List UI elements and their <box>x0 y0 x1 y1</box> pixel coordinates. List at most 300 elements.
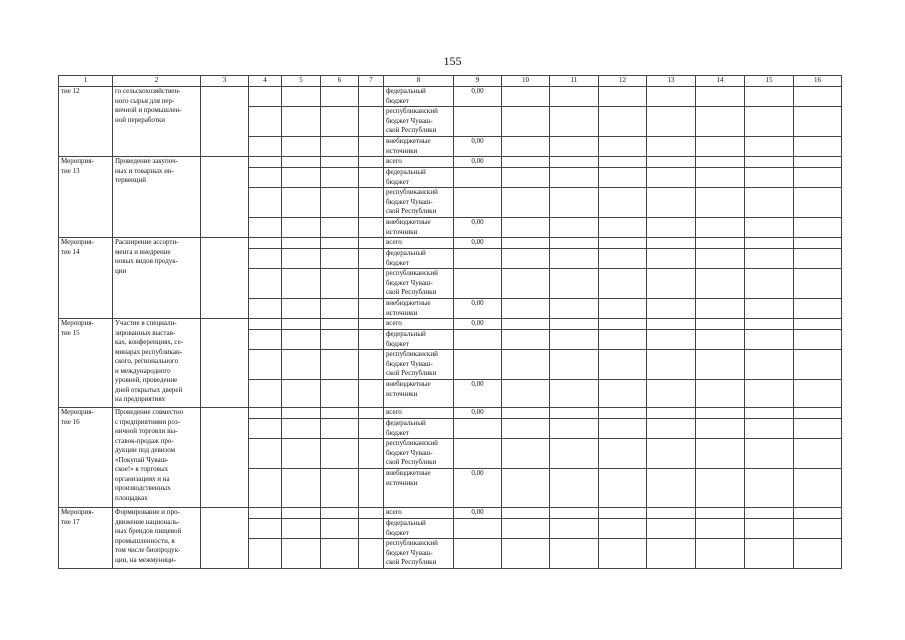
empty-cell <box>502 408 550 419</box>
measure-code-cell: тие 12 <box>59 87 113 157</box>
measure-description-cell: Проведение закупоч- ных и товарных ин- тервенций <box>113 157 201 238</box>
column-header: 14 <box>696 76 745 87</box>
amount-cell: 0,00 <box>454 319 502 330</box>
empty-cell <box>550 157 599 168</box>
empty-cell <box>599 539 647 569</box>
empty-cell <box>359 137 384 157</box>
empty-cell <box>359 269 384 299</box>
empty-cell <box>696 157 745 168</box>
empty-cell <box>321 157 359 168</box>
empty-cell <box>282 469 321 508</box>
column-header: 10 <box>502 76 550 87</box>
empty-cell <box>282 330 321 350</box>
measure-code-cell: Мероприя- тие 16 <box>59 408 113 508</box>
column-header: 16 <box>794 76 842 87</box>
empty-cell <box>359 319 384 330</box>
empty-cell <box>359 299 384 319</box>
empty-cell <box>282 188 321 218</box>
empty-cell <box>321 519 359 539</box>
column-header: 3 <box>201 76 249 87</box>
empty-cell <box>745 107 794 137</box>
measure-code-cell: Мероприя- тие 17 <box>59 508 113 569</box>
empty-cell <box>321 269 359 299</box>
empty-cell <box>599 249 647 269</box>
empty-cell <box>249 439 282 469</box>
table-row <box>59 238 842 249</box>
budget-table <box>58 75 842 569</box>
empty-cell <box>359 249 384 269</box>
empty-cell <box>282 350 321 380</box>
empty-cell <box>359 218 384 238</box>
empty-cell <box>359 168 384 188</box>
empty-cell <box>282 269 321 299</box>
empty-cell <box>550 539 599 569</box>
empty-cell <box>282 218 321 238</box>
empty-cell <box>794 439 842 469</box>
empty-cell <box>249 408 282 419</box>
empty-cell <box>321 330 359 350</box>
funding-source-cell: республиканский бюджет Чуваш- ской Республики <box>384 188 454 218</box>
column-3-cell <box>201 408 249 508</box>
empty-cell <box>249 508 282 519</box>
empty-cell <box>794 269 842 299</box>
empty-cell <box>502 508 550 519</box>
empty-cell <box>502 157 550 168</box>
empty-cell <box>550 350 599 380</box>
measure-code-cell: Мероприя- тие 13 <box>59 157 113 238</box>
column-header: 9 <box>454 76 502 87</box>
empty-cell <box>794 319 842 330</box>
empty-cell <box>249 87 282 107</box>
empty-cell <box>745 519 794 539</box>
empty-cell <box>745 508 794 519</box>
empty-cell <box>794 238 842 249</box>
funding-source-cell: республиканский бюджет Чуваш- ской Республики <box>384 439 454 469</box>
empty-cell <box>647 439 696 469</box>
funding-source-cell: внебюджетные источники <box>384 218 454 238</box>
amount-cell <box>454 168 502 188</box>
empty-cell <box>599 519 647 539</box>
empty-cell <box>249 137 282 157</box>
empty-cell <box>647 330 696 350</box>
measure-code-cell: Мероприя- тие 15 <box>59 319 113 408</box>
empty-cell <box>282 238 321 249</box>
empty-cell <box>321 238 359 249</box>
funding-source-cell: внебюджетные источники <box>384 380 454 408</box>
empty-cell <box>550 107 599 137</box>
empty-cell <box>647 157 696 168</box>
empty-cell <box>321 168 359 188</box>
funding-source-cell: федеральный бюджет <box>384 519 454 539</box>
empty-cell <box>502 249 550 269</box>
column-header: 7 <box>359 76 384 87</box>
empty-cell <box>249 238 282 249</box>
empty-cell <box>647 137 696 157</box>
empty-cell <box>502 319 550 330</box>
empty-cell <box>321 137 359 157</box>
empty-cell <box>647 408 696 419</box>
empty-cell <box>249 249 282 269</box>
empty-cell <box>550 188 599 218</box>
empty-cell <box>794 380 842 408</box>
empty-cell <box>647 539 696 569</box>
empty-cell <box>282 419 321 439</box>
empty-cell <box>550 299 599 319</box>
empty-cell <box>502 168 550 188</box>
empty-cell <box>502 87 550 107</box>
amount-cell: 0,00 <box>454 508 502 519</box>
empty-cell <box>550 380 599 408</box>
empty-cell <box>550 508 599 519</box>
empty-cell <box>745 299 794 319</box>
amount-cell: 0,00 <box>454 408 502 419</box>
funding-source-cell: всего <box>384 508 454 519</box>
empty-cell <box>745 469 794 508</box>
amount-cell <box>454 188 502 218</box>
empty-cell <box>599 469 647 508</box>
empty-cell <box>249 157 282 168</box>
empty-cell <box>249 218 282 238</box>
empty-cell <box>550 319 599 330</box>
table-body <box>59 87 842 569</box>
empty-cell <box>794 508 842 519</box>
empty-cell <box>794 299 842 319</box>
empty-cell <box>647 299 696 319</box>
empty-cell <box>359 508 384 519</box>
column-3-cell <box>201 319 249 408</box>
empty-cell <box>249 330 282 350</box>
empty-cell <box>647 238 696 249</box>
amount-cell: 0,00 <box>454 157 502 168</box>
empty-cell <box>599 319 647 330</box>
empty-cell <box>249 419 282 439</box>
empty-cell <box>321 408 359 419</box>
empty-cell <box>359 439 384 469</box>
amount-cell <box>454 419 502 439</box>
amount-cell: 0,00 <box>454 469 502 508</box>
column-header: 4 <box>249 76 282 87</box>
empty-cell <box>599 218 647 238</box>
funding-source-cell: республиканский бюджет Чуваш- ской Республики <box>384 269 454 299</box>
empty-cell <box>745 87 794 107</box>
empty-cell <box>359 188 384 218</box>
empty-cell <box>321 380 359 408</box>
amount-cell: 0,00 <box>454 238 502 249</box>
empty-cell <box>745 539 794 569</box>
column-header: 11 <box>550 76 599 87</box>
funding-source-cell: республиканский бюджет Чуваш- ской Республики <box>384 350 454 380</box>
funding-source-cell: федеральный бюджет <box>384 249 454 269</box>
empty-cell <box>282 249 321 269</box>
empty-cell <box>794 188 842 218</box>
empty-cell <box>696 218 745 238</box>
empty-cell <box>647 218 696 238</box>
funding-source-cell: всего <box>384 408 454 419</box>
empty-cell <box>502 539 550 569</box>
amount-cell <box>454 539 502 569</box>
table-row <box>59 508 842 519</box>
empty-cell <box>321 419 359 439</box>
empty-cell <box>599 107 647 137</box>
empty-cell <box>321 218 359 238</box>
empty-cell <box>599 408 647 419</box>
empty-cell <box>599 439 647 469</box>
empty-cell <box>696 238 745 249</box>
empty-cell <box>647 168 696 188</box>
column-3-cell <box>201 238 249 319</box>
empty-cell <box>647 269 696 299</box>
empty-cell <box>359 330 384 350</box>
empty-cell <box>502 380 550 408</box>
empty-cell <box>321 508 359 519</box>
empty-cell <box>745 168 794 188</box>
empty-cell <box>359 539 384 569</box>
funding-source-cell: федеральный бюджет <box>384 87 454 107</box>
amount-cell: 0,00 <box>454 137 502 157</box>
empty-cell <box>249 168 282 188</box>
empty-cell <box>794 350 842 380</box>
amount-cell: 0,00 <box>454 87 502 107</box>
empty-cell <box>696 408 745 419</box>
empty-cell <box>647 249 696 269</box>
empty-cell <box>502 350 550 380</box>
empty-cell <box>502 269 550 299</box>
empty-cell <box>249 269 282 299</box>
empty-cell <box>502 218 550 238</box>
empty-cell <box>599 299 647 319</box>
empty-cell <box>599 87 647 107</box>
column-3-cell <box>201 508 249 569</box>
empty-cell <box>696 508 745 519</box>
empty-cell <box>696 319 745 330</box>
empty-cell <box>249 107 282 137</box>
empty-cell <box>359 419 384 439</box>
column-3-cell <box>201 87 249 157</box>
empty-cell <box>599 508 647 519</box>
empty-cell <box>321 107 359 137</box>
empty-cell <box>359 350 384 380</box>
empty-cell <box>321 350 359 380</box>
empty-cell <box>794 539 842 569</box>
empty-cell <box>249 350 282 380</box>
amount-cell: 0,00 <box>454 218 502 238</box>
empty-cell <box>696 439 745 469</box>
table-row <box>59 319 842 330</box>
funding-source-cell: внебюджетные источники <box>384 469 454 508</box>
empty-cell <box>745 188 794 218</box>
empty-cell <box>502 238 550 249</box>
column-header: 6 <box>321 76 359 87</box>
empty-cell <box>696 330 745 350</box>
empty-cell <box>745 380 794 408</box>
empty-cell <box>599 419 647 439</box>
empty-cell <box>282 168 321 188</box>
empty-cell <box>599 168 647 188</box>
empty-cell <box>550 137 599 157</box>
empty-cell <box>321 539 359 569</box>
empty-cell <box>550 218 599 238</box>
empty-cell <box>282 157 321 168</box>
empty-cell <box>599 137 647 157</box>
empty-cell <box>696 249 745 269</box>
empty-cell <box>502 439 550 469</box>
measure-code-cell: Мероприя- тие 14 <box>59 238 113 319</box>
funding-source-cell: всего <box>384 238 454 249</box>
empty-cell <box>502 188 550 218</box>
empty-cell <box>550 168 599 188</box>
empty-cell <box>282 539 321 569</box>
empty-cell <box>282 87 321 107</box>
empty-cell <box>647 508 696 519</box>
empty-cell <box>359 157 384 168</box>
empty-cell <box>647 319 696 330</box>
empty-cell <box>745 419 794 439</box>
empty-cell <box>794 107 842 137</box>
empty-cell <box>745 269 794 299</box>
empty-cell <box>647 188 696 218</box>
empty-cell <box>599 188 647 218</box>
empty-cell <box>359 408 384 419</box>
amount-cell <box>454 519 502 539</box>
empty-cell <box>647 419 696 439</box>
empty-cell <box>794 157 842 168</box>
empty-cell <box>647 350 696 380</box>
empty-cell <box>502 107 550 137</box>
empty-cell <box>599 350 647 380</box>
amount-cell <box>454 439 502 469</box>
table-row <box>59 408 842 419</box>
empty-cell <box>745 218 794 238</box>
empty-cell <box>502 469 550 508</box>
measure-description-cell: Проведение совместно с предприятиями роз- ничной торговли вы- ставок-продаж про- дукции под девизом «Покупай Чуваш- ское!» в торговых организациях и на производственных площадках <box>113 408 201 508</box>
empty-cell <box>282 299 321 319</box>
empty-cell <box>282 319 321 330</box>
empty-cell <box>550 87 599 107</box>
funding-source-cell: федеральный бюджет <box>384 330 454 350</box>
amount-cell: 0,00 <box>454 299 502 319</box>
empty-cell <box>696 380 745 408</box>
empty-cell <box>599 238 647 249</box>
empty-cell <box>249 380 282 408</box>
measure-description-cell: Участие в специали- зированных выстав- ках, конференциях, се- минарах республикан- ского, регионального и международного уровней, проведение дней открытых дверей на предприятиях <box>113 319 201 408</box>
column-header: 2 <box>113 76 201 87</box>
empty-cell <box>647 87 696 107</box>
funding-source-cell: республиканский бюджет Чуваш- ской Республики <box>384 539 454 569</box>
empty-cell <box>359 87 384 107</box>
empty-cell <box>550 238 599 249</box>
funding-source-cell: республиканский бюджет Чуваш- ской Республики <box>384 107 454 137</box>
empty-cell <box>647 519 696 539</box>
page-number: 155 <box>443 54 462 68</box>
empty-cell <box>745 157 794 168</box>
empty-cell <box>696 419 745 439</box>
empty-cell <box>647 380 696 408</box>
empty-cell <box>696 137 745 157</box>
empty-cell <box>282 519 321 539</box>
empty-cell <box>696 188 745 218</box>
empty-cell <box>745 330 794 350</box>
funding-source-cell: внебюджетные источники <box>384 137 454 157</box>
amount-cell: 0,00 <box>454 380 502 408</box>
empty-cell <box>647 469 696 508</box>
empty-cell <box>745 319 794 330</box>
empty-cell <box>599 269 647 299</box>
empty-cell <box>321 87 359 107</box>
empty-cell <box>282 380 321 408</box>
empty-cell <box>794 168 842 188</box>
empty-cell <box>502 330 550 350</box>
funding-source-cell: внебюджетные источники <box>384 299 454 319</box>
column-header: 12 <box>599 76 647 87</box>
column-header: 5 <box>282 76 321 87</box>
empty-cell <box>696 269 745 299</box>
empty-cell <box>696 469 745 508</box>
empty-cell <box>249 519 282 539</box>
empty-cell <box>696 168 745 188</box>
empty-cell <box>550 330 599 350</box>
empty-cell <box>282 439 321 469</box>
funding-source-cell: всего <box>384 319 454 330</box>
empty-cell <box>502 137 550 157</box>
table-row <box>59 87 842 107</box>
empty-cell <box>249 299 282 319</box>
empty-cell <box>794 87 842 107</box>
empty-cell <box>550 269 599 299</box>
measure-description-cell: го сельскохозяйствен- ного сырья для пер- вичной и промышлен- ной переработки <box>113 87 201 157</box>
column-header: 1 <box>59 76 113 87</box>
empty-cell <box>321 439 359 469</box>
column-number-row <box>59 76 842 87</box>
empty-cell <box>794 330 842 350</box>
funding-source-cell: всего <box>384 157 454 168</box>
empty-cell <box>282 408 321 419</box>
empty-cell <box>550 469 599 508</box>
empty-cell <box>282 508 321 519</box>
empty-cell <box>249 469 282 508</box>
empty-cell <box>696 519 745 539</box>
empty-cell <box>745 408 794 419</box>
empty-cell <box>794 519 842 539</box>
empty-cell <box>282 137 321 157</box>
empty-cell <box>550 419 599 439</box>
empty-cell <box>321 299 359 319</box>
empty-cell <box>502 419 550 439</box>
empty-cell <box>745 238 794 249</box>
empty-cell <box>249 539 282 569</box>
empty-cell <box>745 439 794 469</box>
empty-cell <box>282 107 321 137</box>
funding-source-cell: федеральный бюджет <box>384 419 454 439</box>
amount-cell <box>454 269 502 299</box>
empty-cell <box>321 469 359 508</box>
amount-cell <box>454 249 502 269</box>
amount-cell <box>454 330 502 350</box>
empty-cell <box>794 218 842 238</box>
empty-cell <box>696 539 745 569</box>
empty-cell <box>745 137 794 157</box>
empty-cell <box>359 238 384 249</box>
empty-cell <box>321 249 359 269</box>
measure-description-cell: Формирование и про- движение националь- ных брендов пищевой промышленности, в том числе биопродук- ции, на межмуници- <box>113 508 201 569</box>
empty-cell <box>249 319 282 330</box>
column-3-cell <box>201 157 249 238</box>
empty-cell <box>794 469 842 508</box>
table-header <box>59 76 842 87</box>
amount-cell <box>454 350 502 380</box>
empty-cell <box>502 519 550 539</box>
measure-description-cell: Расширение ассорти- мента и внедрение новых видов продук- ции <box>113 238 201 319</box>
empty-cell <box>550 408 599 419</box>
